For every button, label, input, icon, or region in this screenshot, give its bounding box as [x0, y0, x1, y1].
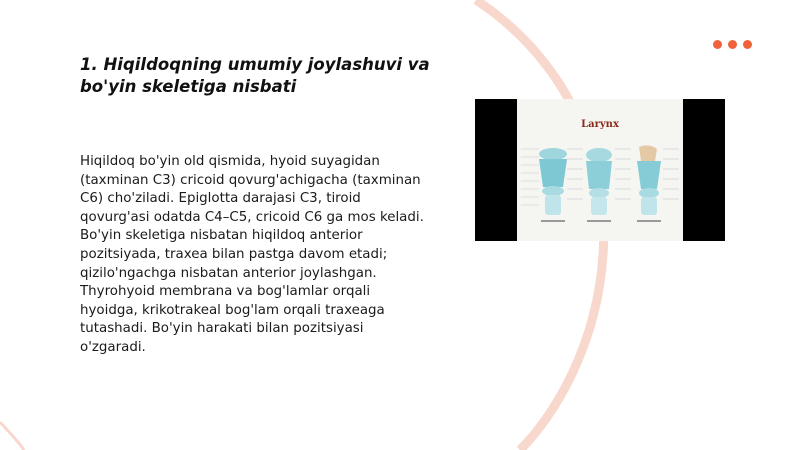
slide-body-text: Hiqildoq bo'yin old qismida, hyoid suyagidan (taxminan C3) cricoid qovurg'achigacha (taxminan C6) cho'ziladi. Epiglotta darajasi C3, tiroid qovurg'asi odatda C4–C5, cricoid C6 ga mos keladi. Bo'yin skeletiga nisbatan hiqildoq anterior pozitsiyada, traxea bilan pastga davom etadi; qizilo'ngachga nisbatan anterior joylashgan. Thyrohyoid membrana va bog'lamlar orqali hyoidga, krikotrakeal bog'lam orqali traxeaga tutashadi. Bo'yin harakati bilan pozitsiyasi o'zgaradi.: [80, 154, 424, 355]
accent-dots: [713, 40, 752, 49]
accent-dot: [713, 40, 722, 49]
larynx-image-content: [517, 99, 683, 241]
larynx-image: [475, 99, 725, 241]
larynx-illustration: [517, 99, 683, 241]
larynx-figure-anterior: [539, 148, 567, 215]
accent-dot: [728, 40, 737, 49]
slide-title: 1. Hiqildoqning umumiy joylashuvi va bo'yin skeletiga nisbati: [80, 55, 430, 96]
decorative-arc-small: [0, 422, 24, 450]
larynx-figure-lateral: [637, 145, 661, 215]
larynx-image-caption: Larynx: [581, 119, 619, 130]
accent-dot: [743, 40, 752, 49]
larynx-figure-posterior: [586, 148, 612, 215]
